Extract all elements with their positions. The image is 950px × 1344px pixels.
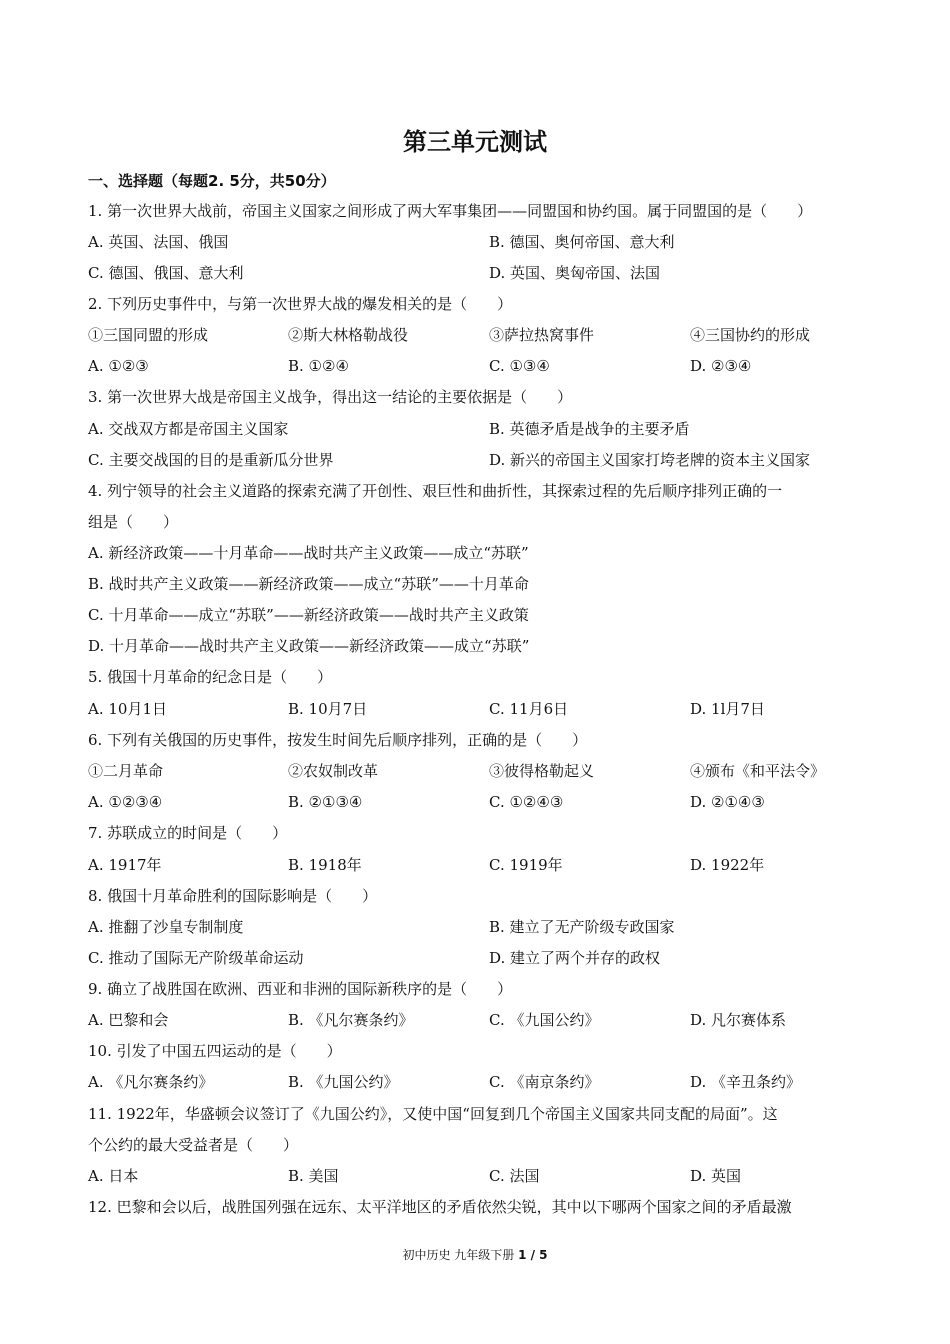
- q4-option-a: A. 新经济政策——十月革命——战时共产主义政策——成立“苏联”: [88, 544, 529, 562]
- q8-option-b: B. 建立了无产阶级专政国家: [489, 918, 675, 936]
- q4-option-c: C. 十月革命——成立“苏联”——新经济政策——战时共产主义政策: [88, 606, 529, 624]
- q11-option-d: D. 英国: [690, 1167, 742, 1185]
- q8-option-a: A. 推翻了沙皇专制制度: [88, 918, 244, 936]
- q10-option-a: A. 《凡尔赛条约》: [88, 1073, 214, 1091]
- q1-option-d: D. 英国、奥匈帝国、法国: [489, 264, 661, 282]
- question-1-stem: 1. 第一次世界大战前，帝国主义国家之间形成了两大军事集团——同盟国和协约国。属于同盟国的是（ ）: [88, 202, 813, 220]
- question-5-stem: 5. 俄国十月革命的纪念日是（ ）: [88, 668, 333, 686]
- q4-option-d: D. 十月革命——战时共产主义政策——新经济政策——成立“苏联”: [88, 637, 530, 655]
- question-2-stem: 2. 下列历史事件中，与第一次世界大战的爆发相关的是（ ）: [88, 295, 513, 313]
- question-7-stem: 7. 苏联成立的时间是（ ）: [88, 824, 288, 842]
- q11-option-b: B. 美国: [288, 1167, 339, 1185]
- q6-item-1: ①二月革命: [88, 762, 164, 780]
- q3-option-a: A. 交战双方都是帝国主义国家: [88, 420, 289, 438]
- q10-option-c: C. 《南京条约》: [489, 1073, 600, 1091]
- question-4-stem-line-1: 4. 列宁领导的社会主义道路的探索充满了开创性、艰巨性和曲折性，其探索过程的先后顺序排列正确的一: [88, 482, 783, 500]
- q2-item-2: ②斯大林格勒战役: [288, 326, 409, 344]
- q3-option-c: C. 主要交战国的目的是重新瓜分世界: [88, 451, 334, 469]
- q11-option-a: A. 日本: [88, 1167, 139, 1185]
- q11-option-c: C. 法国: [489, 1167, 540, 1185]
- q10-option-b: B. 《九国公约》: [288, 1073, 399, 1091]
- page-number: 1 / 5: [518, 1248, 548, 1262]
- q5-option-d: D. 1l月7日: [690, 700, 765, 718]
- q5-option-c: C. 11月6日: [489, 700, 569, 718]
- q9-option-c: C. 《九国公约》: [489, 1011, 600, 1029]
- question-9-stem: 9. 确立了战胜国在欧洲、西亚和非洲的国际新秩序的是（ ）: [88, 980, 513, 998]
- q6-option-c: C. ①②④③: [489, 793, 564, 811]
- q2-item-4: ④三国协约的形成: [690, 326, 811, 344]
- q9-option-b: B. 《凡尔赛条约》: [288, 1011, 414, 1029]
- q3-option-b: B. 英德矛盾是战争的主要矛盾: [489, 420, 690, 438]
- q8-option-d: D. 建立了两个并存的政权: [489, 949, 661, 967]
- q7-option-a: A. 1917年: [88, 856, 162, 874]
- q9-option-a: A. 巴黎和会: [88, 1011, 169, 1029]
- q3-option-d: D. 新兴的帝国主义国家打垮老牌的资本主义国家: [489, 451, 811, 469]
- question-6-stem: 6. 下列有关俄国的历史事件，按发生时间先后顺序排列，正确的是（ ）: [88, 731, 588, 749]
- q2-item-1: ①三国同盟的形成: [88, 326, 209, 344]
- question-12-stem-line-1: 12. 巴黎和会以后，战胜国列强在远东、太平洋地区的矛盾依然尖锐，其中以下哪两个国家之间的矛盾最激: [88, 1198, 792, 1216]
- q2-option-a: A. ①②③: [88, 357, 149, 375]
- q2-option-b: B. ①②④: [288, 357, 349, 375]
- q1-option-a: A. 英国、法国、俄国: [88, 233, 229, 251]
- q6-item-3: ③彼得格勒起义: [489, 762, 595, 780]
- q6-option-d: D. ②①④③: [690, 793, 765, 811]
- q6-item-2: ②农奴制改革: [288, 762, 379, 780]
- question-11-stem-line-2: 个公约的最大受益者是（ ）: [88, 1136, 299, 1154]
- q6-option-a: A. ①②③④: [88, 793, 163, 811]
- q8-option-c: C. 推动了国际无产阶级革命运动: [88, 949, 304, 967]
- q4-option-b: B. 战时共产主义政策——新经济政策——成立“苏联”——十月革命: [88, 575, 529, 593]
- q6-item-4: ④颁布《和平法令》: [690, 762, 826, 780]
- q7-option-c: C. 1919年: [489, 856, 563, 874]
- page-title: 第三单元测试: [403, 128, 547, 156]
- question-4-stem-line-2: 组是（ ）: [88, 513, 179, 531]
- question-11-stem-line-1: 11. 1922年，华盛顿会议签订了《九国公约》，又使中国“回复到几个帝国主义国家共同支配的局面”。这: [88, 1105, 778, 1123]
- q6-option-b: B. ②①③④: [288, 793, 363, 811]
- q1-option-c: C. 德国、俄国、意大利: [88, 264, 244, 282]
- q2-item-3: ③萨拉热窝事件: [489, 326, 595, 344]
- section-heading: 一、选择题（每题2. 5分，共50分）: [88, 172, 336, 190]
- footer-course-label: 初中历史 九年级下册: [402, 1248, 519, 1262]
- q1-option-b: B. 德国、奥何帝国、意大利: [489, 233, 675, 251]
- q2-option-d: D. ②③④: [690, 357, 752, 375]
- q5-option-a: A. 10月1日: [88, 700, 167, 718]
- question-10-stem: 10. 引发了中国五四运动的是（ ）: [88, 1042, 342, 1060]
- q2-option-c: C. ①③④: [489, 357, 550, 375]
- q7-option-d: D. 1922年: [690, 856, 765, 874]
- question-3-stem: 3. 第一次世界大战是帝国主义战争，得出这一结论的主要依据是（ ）: [88, 388, 573, 406]
- page-footer: [0, 1246, 950, 1263]
- q10-option-d: D. 《辛丑条约》: [690, 1073, 802, 1091]
- q7-option-b: B. 1918年: [288, 856, 362, 874]
- q9-option-d: D. 凡尔赛体系: [690, 1011, 787, 1029]
- question-8-stem: 8. 俄国十月革命胜利的国际影响是（ ）: [88, 887, 378, 905]
- q5-option-b: B. 10月7日: [288, 700, 368, 718]
